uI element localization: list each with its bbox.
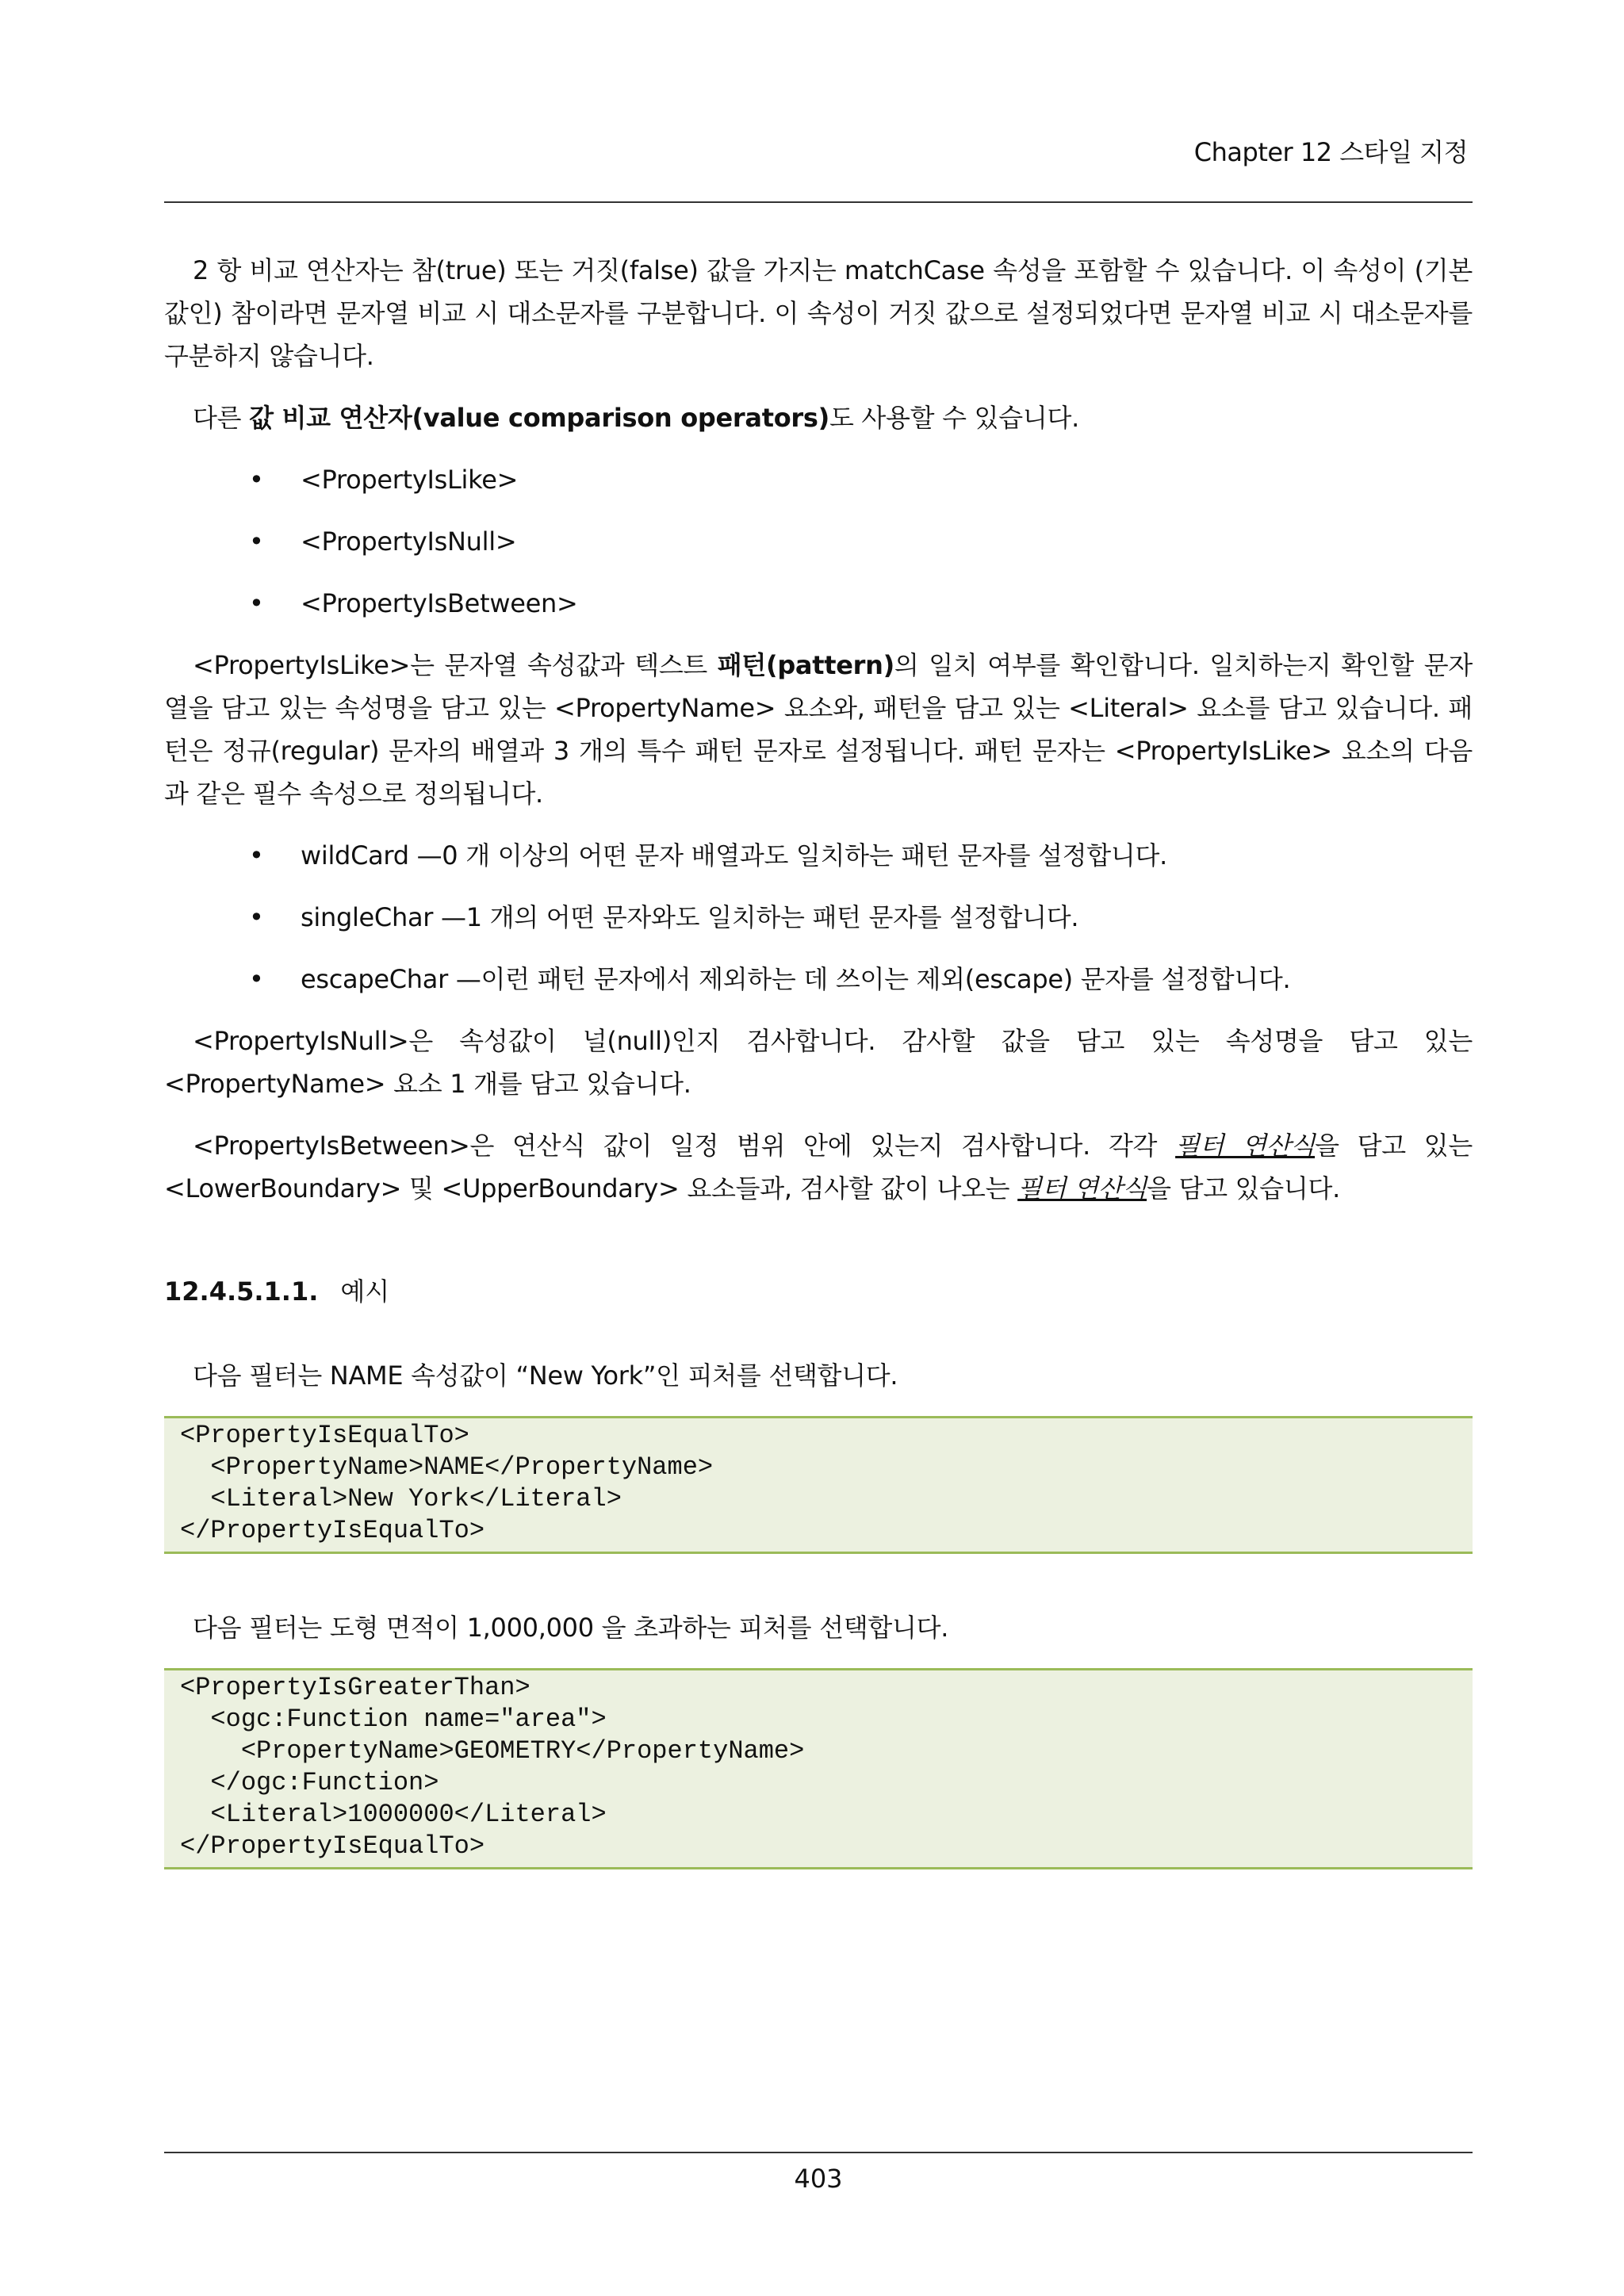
page-header	[164, 135, 1473, 203]
code-line: <PropertyName>NAME</PropertyName>	[180, 1452, 714, 1482]
text-run: 의 일치 여부를 확인합니다. 일치하는지 확인할 문자열을 담고 있는 속성명을 담고 있는 <PropertyName> 요소와, 패턴을 담고 있는 <Literal> 요소를 담고 있습니다. 패턴은 정규(regular) 문자의 배열과 3 개의 특수 패턴 문자로 설정됩니다. 패턴 문자는 <PropertyIsLike> 요소의 다음과 같은 필수 속성으로 정의됩니다.	[164, 650, 1473, 809]
list-item-text: <PropertyIsNull>	[301, 526, 517, 557]
paragraph-example-2: 다음 필터는 도형 면적이 1,000,000 을 초과하는 피처를 선택합니다.	[193, 1613, 949, 1643]
paragraph-matchcase: 2 항 비교 연산자는 참(true) 또는 거짓(false) 값을 가지는 matchCase 속성을 포함할 수 있습니다. 이 속성이 (기본값인) 참이라면 문자열 비교 시 대소문자를 구분합니다. 이 속성이 거짓 값으로 설정되었다면 문자열 비교 시 대소문자를 구분하지 않습니다.	[164, 255, 1473, 371]
bold-term: 패턴(pattern)	[717, 650, 894, 680]
bold-term: 값 비교 연산자(value comparison operators)	[249, 403, 829, 433]
list-item-text: <PropertyIsBetween>	[301, 588, 578, 618]
page-content	[164, 249, 1473, 1922]
code-line: </PropertyIsEqualTo>	[180, 1516, 485, 1545]
list-item	[164, 582, 1473, 625]
text-run: <PropertyIsBetween>은 연산식 값이 일정 범위 안에 있는지 검사합니다. 각각	[193, 1131, 1176, 1161]
bullet-icon: •	[249, 465, 264, 495]
page-footer	[164, 2152, 1473, 2195]
paragraph-propertyislike	[164, 644, 1473, 815]
code-line: <ogc:Function name="area">	[180, 1705, 607, 1734]
code-line: <PropertyIsEqualTo>	[180, 1421, 469, 1450]
bullet-icon: •	[249, 964, 264, 994]
text-run: 도 사용할 수 있습니다.	[829, 403, 1079, 433]
text-run: <PropertyIsLike>는 문자열 속성값과 텍스트	[193, 650, 718, 680]
bullet-icon: •	[249, 902, 264, 932]
section-title: 예시	[340, 1276, 390, 1307]
bullet-icon: •	[249, 526, 264, 557]
paragraph-example-1: 다음 필터는 NAME 속성값이 “New York”인 피처를 선택합니다.	[193, 1360, 898, 1391]
list-item	[164, 958, 1473, 1001]
section-heading	[164, 1270, 1473, 1313]
bullet-icon: •	[249, 588, 264, 618]
text-run: 을 담고 있는 <LowerBoundary> 및 <UpperBoundary> 요소들과, 검사할 값이 나오는	[164, 1131, 1473, 1203]
pattern-attribute-list	[164, 834, 1473, 1001]
list-item	[164, 896, 1473, 939]
list-item-text: singleChar —1 개의 어떤 문자와도 일치하는 패턴 문자를 설정합니다.	[301, 902, 1079, 932]
list-item-text: <PropertyIsLike>	[301, 465, 519, 495]
code-line: <Literal>New York</Literal>	[180, 1484, 622, 1513]
paragraph-value-comparison	[164, 396, 1473, 439]
operator-list	[164, 458, 1473, 625]
bullet-icon: •	[249, 840, 264, 871]
code-line: <Literal>1000000</Literal>	[180, 1800, 607, 1829]
chapter-title: Chapter 12 스타일 지정	[1193, 137, 1468, 167]
code-line: <PropertyIsGreaterThan>	[180, 1673, 530, 1702]
section-number: 12.4.5.1.1.	[164, 1276, 319, 1307]
code-line: </ogc:Function>	[180, 1768, 439, 1797]
code-block-greater-than	[164, 1668, 1473, 1869]
paragraph-propertyisnull: <PropertyIsNull>은 속성값이 널(null)인지 검사합니다. 감사할 값을 담고 있는 속성명을 담고 있는 <PropertyName> 요소 1 개를 담고 있습니다.	[164, 1026, 1473, 1099]
list-item-text: escapeChar —이런 패턴 문자에서 제외하는 데 쓰이는 제외(escape) 문자를 설정합니다.	[301, 964, 1291, 994]
text-run: 다른	[193, 403, 250, 433]
page-number: 403	[794, 2164, 843, 2194]
list-item	[164, 458, 1473, 501]
list-item	[164, 520, 1473, 563]
code-line: <PropertyName>GEOMETRY</PropertyName>	[180, 1736, 805, 1766]
list-item	[164, 834, 1473, 877]
filter-expression-link[interactable]: 필터 연산식	[1017, 1173, 1147, 1203]
code-block-equal-to	[164, 1416, 1473, 1554]
text-run: 을 담고 있습니다.	[1147, 1173, 1340, 1203]
list-item-text: wildCard —0 개 이상의 어떤 문자 배열과도 일치하는 패턴 문자를 설정합니다.	[301, 840, 1167, 871]
paragraph-propertyisbetween	[164, 1124, 1473, 1210]
code-line: </PropertyIsEqualTo>	[180, 1831, 485, 1861]
filter-expression-link[interactable]: 필터 연산식	[1175, 1131, 1316, 1161]
